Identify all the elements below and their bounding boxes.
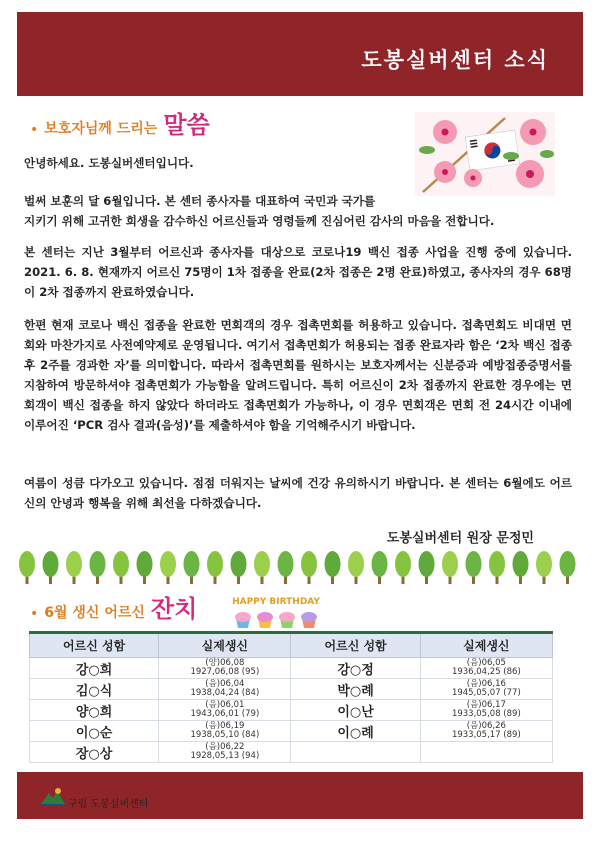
birthday-date-line: 1927,06,08 (95) — [190, 667, 260, 677]
letter-paragraph-4: 한편 현재 코로나 백신 접종을 완료한 면회객의 경우 접촉면회를 허용하고 있습니다. 접촉면회도 비대면 면회와 마찬가지로 사전예약제로 운영됩니다. 여기서 접촉면회가 허용되는 접종 완료자라 함은 ‘2차 백신 접종 후 2주를 경과한 자’를 의미합니다. 따라서 접촉면회를 원하시는 보호자께서는 신분증과 예방접종증명서를 지참하여 방문하셔야 접촉면회가 가능함을 알려드립니다. 특히 어르신이 2차 접종까지 완료한 경우에는 면회객이 백신 접종을 하지 않았다 하더라도 접촉면회가 가능하나, 이 경우 면회객은 면회 전 24시간 이내에 이루어진 ‘PCR 검사 결과(음성)’를 제출하셔야 함을 기억해주시기 바랍니다. — [24, 318, 572, 432]
birthday-date-cell — [159, 679, 291, 700]
birthday-date-line: (음)06,04 — [205, 678, 245, 689]
senior-name-cell: 강○희 — [30, 658, 159, 679]
birthday-heading — [30, 596, 197, 622]
birthday-date-cell — [159, 721, 291, 742]
birthday-date-cell — [420, 679, 552, 700]
tree-crown — [442, 551, 458, 577]
table-row — [30, 742, 553, 763]
column-header-name-2: 어르신 성함 — [291, 633, 420, 658]
birthday-cupcake-icon — [228, 592, 324, 632]
table-row — [30, 700, 553, 721]
birthday-table — [29, 631, 553, 763]
birthday-date-cell — [159, 742, 291, 763]
senior-name-cell: 이○례 — [291, 721, 420, 742]
birthday-date-cell — [420, 721, 552, 742]
birthday-date-line: (음)06,19 — [205, 720, 245, 731]
letter-paragraph-2a: 벌써 보훈의 달 6월입니다. 본 센터 종사자를 대표하여 국민과 국가를 — [24, 194, 376, 208]
tree-crown — [113, 551, 129, 577]
tree-crown — [560, 551, 576, 577]
tree-crown — [513, 551, 529, 577]
birthday-date-line: 1936,04,25 (86) — [451, 667, 521, 677]
tree-crown — [348, 551, 364, 577]
birthday-date-cell — [420, 700, 552, 721]
letter-block-2 — [24, 191, 572, 231]
tree-crown — [489, 551, 505, 577]
birthday-date-line: (음)06,26 — [466, 720, 506, 731]
tree-crown — [184, 551, 200, 577]
greeting-heading — [30, 112, 210, 138]
tree-icon — [19, 551, 576, 584]
tree-crown — [395, 551, 411, 577]
letter-greeting — [24, 153, 572, 173]
letter-paragraph-1: 안녕하세요. 도봉실버센터입니다. — [24, 156, 194, 170]
footer-center-name: 구립 도봉실버센터 — [68, 799, 149, 810]
senior-name-cell: 양○희 — [30, 700, 159, 721]
tree-crown — [419, 551, 435, 577]
birthday-date-line: 1938,05,10 (84) — [190, 730, 260, 740]
birthday-date-line: (음)06,05 — [466, 657, 506, 668]
birthday-date-line: (음)06,01 — [205, 699, 245, 710]
heading-bullet: • — [30, 606, 39, 622]
letter-paragraph-5: 여름이 성큼 다가오고 있습니다. 점점 더워지는 날씨에 건강 유의하시기 바랍니다. 본 센터는 6월에도 어르신의 안녕과 행복을 위해 최선을 다하겠습니다. — [24, 476, 572, 510]
greeting-heading-small: 보호자님께 드리는 — [44, 121, 158, 137]
letter-block-4 — [24, 315, 572, 435]
tree-crown — [66, 551, 82, 577]
column-header-birth-2: 실제생신 — [420, 633, 552, 658]
tree-crown — [466, 551, 482, 577]
tree-crown — [207, 551, 223, 577]
birthday-date-cell — [420, 742, 552, 763]
birthday-date-line: 1928,05,13 (94) — [190, 751, 260, 761]
tree-crown — [372, 551, 388, 577]
letter-block-5 — [24, 473, 572, 513]
birthday-date-line: 1945,05,07 (77) — [451, 688, 521, 698]
birthday-date-line: (음)06,22 — [205, 741, 245, 752]
table-row — [30, 679, 553, 700]
mountain-logo-icon — [40, 786, 66, 806]
tree-crown — [536, 551, 552, 577]
table-header-row — [30, 633, 553, 658]
birthday-date-line: 1933,05,08 (89) — [451, 709, 521, 719]
tree-crown — [19, 551, 35, 577]
birthday-date-cell — [420, 658, 552, 679]
greeting-heading-big: 말씀 — [163, 111, 210, 139]
senior-name-cell: 이○순 — [30, 721, 159, 742]
letter-paragraph-3: 본 센터는 지난 3월부터 어르신과 종사자를 대상으로 코로나19 백신 접종 사업을 진행 중에 있습니다. 2021. 6. 8. 현재까지 어르신 75명이 1차 접종을 완료(2차 접종은 2명 완료)하였고, 종사자의 경우 68명이 2차 접종까지 완료하였습니다. — [24, 245, 572, 299]
tree-crown — [278, 551, 294, 577]
tree-crown — [301, 551, 317, 577]
birthday-date-cell — [159, 658, 291, 679]
signature: 도봉실버센터 원장 문정민 — [386, 531, 534, 546]
tree-crown — [137, 551, 153, 577]
tree-crown — [160, 551, 176, 577]
column-header-name-1: 어르신 성함 — [30, 633, 159, 658]
newsletter-title: 도봉실버센터 소식 — [361, 48, 549, 72]
tree-crown — [90, 551, 106, 577]
birthday-heading-small: 6월 생신 어르신 — [44, 605, 145, 621]
birthday-banner: HAPPY BIRTHDAY — [232, 597, 320, 607]
senior-name-cell: 김○식 — [30, 679, 159, 700]
heading-bullet: • — [30, 122, 39, 138]
birthday-date-line: (음)06,17 — [466, 699, 506, 710]
senior-name-cell — [291, 742, 420, 763]
letter-block-3 — [24, 242, 572, 302]
birthday-date-line: (음)06,16 — [466, 678, 506, 689]
tree-crown — [43, 551, 59, 577]
letter-paragraph-2b: 지키기 위해 고귀한 희생을 감수하신 어르신들과 영령들께 진심어린 감사의 마음을 전합니다. — [24, 214, 495, 228]
senior-name-cell: 장○상 — [30, 742, 159, 763]
birthday-date-line: 1943,06,01 (79) — [190, 709, 260, 719]
senior-name-cell: 강○정 — [291, 658, 420, 679]
tree-crown — [325, 551, 341, 577]
table-row — [30, 721, 553, 742]
senior-name-cell: 이○난 — [291, 700, 420, 721]
birthday-date-cell — [159, 700, 291, 721]
tree-crown — [254, 551, 270, 577]
table-row — [30, 658, 553, 679]
senior-name-cell: 박○례 — [291, 679, 420, 700]
birthday-date-line: (양)06,08 — [205, 657, 245, 668]
header-bar — [17, 12, 583, 96]
tree-crown — [231, 551, 247, 577]
birthday-date-line: 1933,05,17 (89) — [451, 730, 521, 740]
birthday-heading-big: 잔치 — [150, 595, 198, 623]
tree-divider — [17, 548, 583, 586]
column-header-birth-1: 실제생신 — [159, 633, 291, 658]
birthday-date-line: 1938,04,24 (84) — [190, 688, 260, 698]
